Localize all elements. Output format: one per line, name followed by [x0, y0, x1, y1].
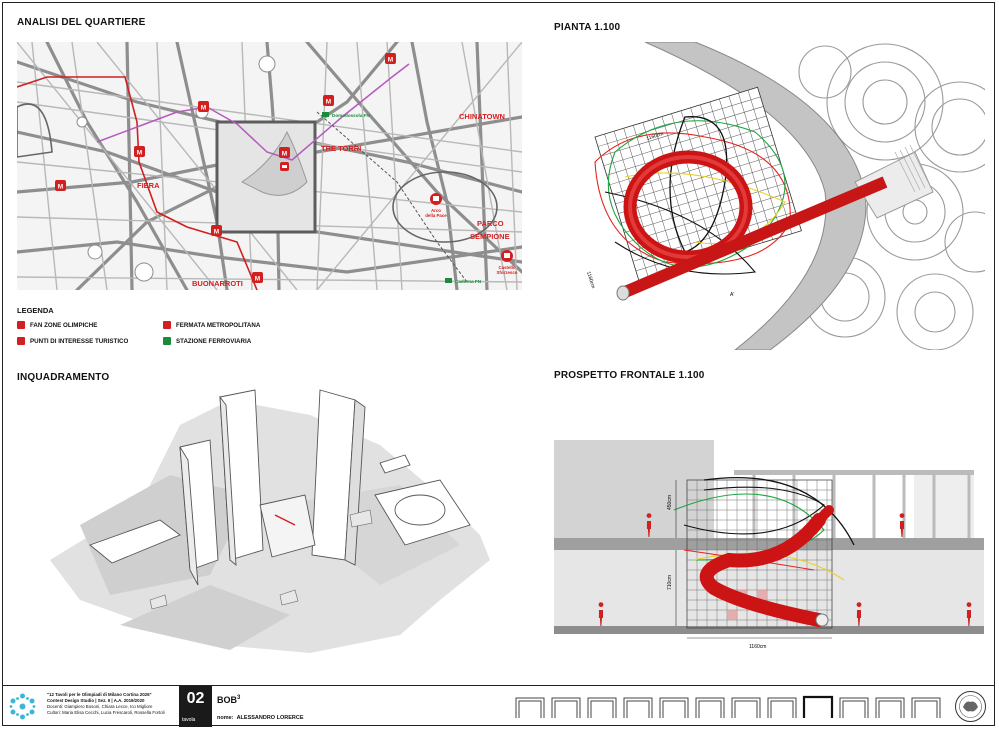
fan-zone-icon — [17, 321, 25, 329]
svg-text:M: M — [387, 56, 394, 64]
university-seal-icon — [954, 690, 987, 723]
course-info: "12 Tavoli per le Olimpiadi di Milano Cortina 2026" Contest Design Studio | Sez. II | A.A. 2019/2020 Docenti: Giampiero Bosoni, Chiara Lecce, Ico Migliore Cultori: Maria Elisa Cecchi, Lucia Frescaroli, Rossella Fortoli — [47, 692, 165, 716]
legend-poi: PUNTI DI INTERESSE TURISTICO — [17, 337, 128, 345]
metro-icon — [163, 321, 171, 329]
section-title-elevation: PROSPETTO FRONTALE 1.100 — [554, 370, 705, 381]
map-label-buonarroti: BUONARROTI — [192, 279, 243, 288]
poi-icon — [17, 337, 25, 345]
context-axonometric — [20, 385, 500, 660]
project-name: BOB$^3$ — [217, 695, 241, 705]
elevation-dim-width: 1160cm — [749, 644, 767, 650]
plan-drawing — [555, 42, 985, 350]
svg-text:M: M — [213, 228, 220, 236]
section-title-plan: PIANTA 1.100 — [554, 22, 621, 33]
elevation-dim-upper: 450cm — [667, 494, 673, 510]
snowflake-logo-icon — [6, 690, 39, 723]
svg-text:M: M — [57, 183, 64, 191]
elevation-dim-lower: 710cm — [667, 574, 673, 590]
sheet-number-box — [179, 686, 212, 727]
svg-text:M: M — [136, 149, 143, 157]
table-series-icons — [514, 694, 946, 720]
svg-text:Castello: Castello — [498, 265, 516, 270]
map-label-tre-torri: TRE TORRI — [321, 144, 362, 153]
map-label-parco: PARCO — [477, 219, 504, 228]
plan-section-mark: A' — [730, 292, 735, 298]
fan-zone-marker — [280, 162, 289, 171]
author: nome: ALESSANDRO LORERCE — [217, 715, 304, 721]
legend-title: LEGENDA — [17, 306, 54, 315]
svg-text:Arco: Arco — [430, 208, 442, 213]
sheet-number-label: tavola — [182, 717, 196, 723]
svg-text:M: M — [325, 98, 332, 106]
legend-station: STAZIONE FERROVIARIA — [163, 337, 251, 345]
legend-fan-zone: FAN ZONE OLIMPICHE — [17, 321, 97, 329]
legend-metro: FERMATA METROPOLITANA — [163, 321, 260, 329]
front-elevation — [554, 410, 984, 660]
section-title-context: INQUADRAMENTO — [17, 372, 110, 383]
station-icon — [163, 337, 171, 345]
svg-text:M: M — [200, 104, 207, 112]
map-label-fiera: FIERA — [137, 181, 160, 190]
svg-text:Cadorna FN: Cadorna FN — [455, 279, 482, 284]
svg-text:Domodossola FN: Domodossola FN — [332, 113, 370, 118]
map-label-sempione: SEMPIONE — [470, 232, 510, 241]
map-label-chinatown: CHINATOWN — [459, 112, 505, 121]
plan-dim-width: 1160cm — [645, 131, 665, 142]
neighbourhood-map — [17, 42, 522, 290]
title-block — [2, 685, 995, 727]
section-title-analysis: ANALISI DEL QUARTIERE — [17, 17, 146, 28]
svg-text:M: M — [281, 150, 288, 158]
svg-text:della Pace: della Pace — [425, 213, 447, 218]
plan-dim-depth: 1160cm — [585, 270, 596, 290]
svg-text:M: M — [254, 275, 261, 283]
sheet-number: 02 — [186, 690, 205, 707]
svg-text:Sforzesco: Sforzesco — [496, 270, 518, 275]
